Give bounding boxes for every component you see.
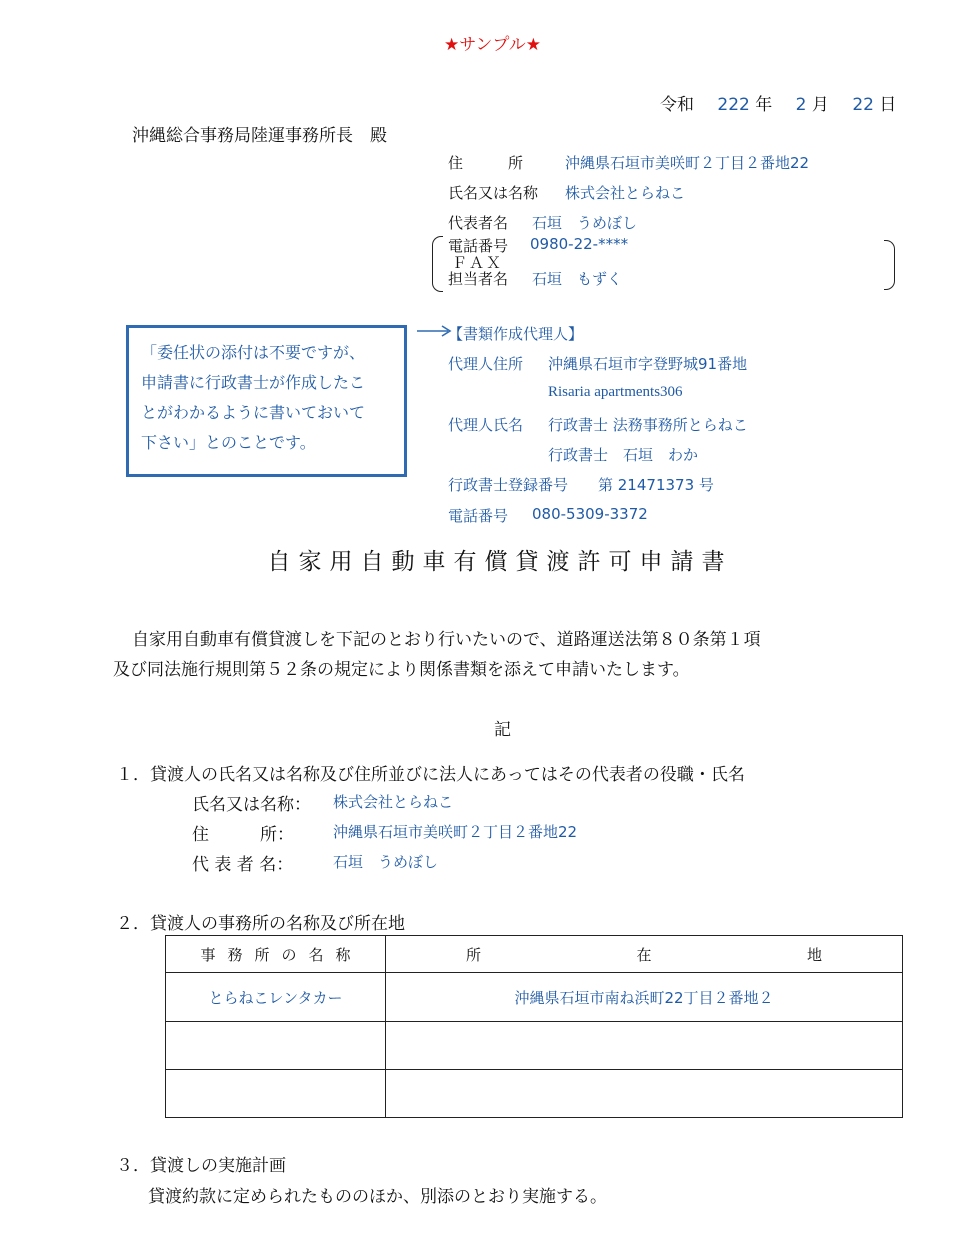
header-office-name: 事務所の名称 (166, 936, 386, 973)
section1-address: 沖縄県石垣市美咲町２丁目２番地22 (333, 823, 578, 841)
section1-address-label: 住 所： (192, 825, 294, 845)
bracket-left (432, 236, 443, 292)
date-day: 22 (852, 95, 874, 115)
table-row (166, 1070, 903, 1118)
section3-heading: ３．貸渡しの実施計画 (116, 1156, 286, 1176)
section3-text: 貸渡約款に定められたもののほか、別添のとおり実施する。 (148, 1187, 607, 1207)
agent-address-label: 代理人住所 (448, 355, 524, 373)
table-row (166, 973, 903, 1022)
agent-heading: 【書類作成代理人】 (448, 325, 584, 343)
date-year: 222 (717, 95, 750, 115)
section2-heading: ２．貸渡人の事務所の名称及び所在地 (116, 914, 405, 934)
office-location-cell: 沖縄県石垣市南ね浜町22丁目２番地２ (386, 973, 903, 1022)
office-name-cell (166, 1022, 386, 1070)
ki-heading: 記 (494, 720, 511, 740)
agent-reg-label: 行政書士登録番号 (448, 476, 569, 494)
agent-name-line2: 行政書士 石垣 わか (548, 446, 699, 464)
applicant-phone-label: 電話番号 (448, 237, 509, 255)
note-line: 申請書に行政書士が作成したこ (141, 373, 366, 392)
agent-reg: 第 21471373 号 (598, 476, 714, 494)
applicant-address-label: 住 所 (448, 154, 524, 172)
date-line (660, 90, 896, 115)
table-row (166, 1022, 903, 1070)
office-name-cell: とらねこレンタカー (166, 973, 386, 1022)
applicant-name: 株式会社とらねこ (565, 184, 686, 202)
applicant-contact: 石垣 もずく (532, 270, 623, 288)
header-location: 所 在 地 (386, 936, 903, 973)
date-year-unit: 年 (755, 95, 773, 115)
offices-table (165, 935, 903, 1118)
office-location-cell (386, 1070, 903, 1118)
agent-phone-label: 電話番号 (448, 507, 509, 525)
bracket-right (884, 240, 895, 290)
body-line-1: 自家用自動車有償貸渡しを下記のとおり行いたいので、道路運送法第８０条第１項 (132, 630, 761, 650)
agent-name-line1: 行政書士 法務事務所とらねこ (548, 416, 748, 434)
applicant-rep: 石垣 うめぼし (532, 214, 638, 232)
document-title: 自家用自動車有償貸渡許可申請書 (267, 549, 733, 575)
agent-name-label: 代理人氏名 (448, 416, 524, 434)
sample-label: ★サンプル★ (444, 35, 541, 55)
section1-heading: １．貸渡人の氏名又は名称及び住所並びに法人にあってはその代表者の役職・氏名 (116, 765, 745, 785)
applicant-address: 沖縄県石垣市美咲町２丁目２番地22 (565, 154, 810, 172)
office-location-cell (386, 1022, 903, 1070)
date-era: 令和 (660, 95, 694, 115)
date-month: 2 (795, 95, 807, 115)
agent-address-line1: 沖縄県石垣市字登野城91番地 (548, 355, 748, 373)
section1-rep: 石垣 うめぼし (333, 853, 439, 871)
date-day-unit: 日 (879, 95, 897, 115)
agent-phone: 080-5309-3372 (532, 505, 648, 523)
applicant-contact-label: 担当者名 (448, 270, 509, 288)
date-month-unit: 月 (811, 95, 829, 115)
agent-address-line2: Risaria apartments306 (548, 384, 683, 400)
table-header-row (166, 936, 903, 973)
note-box (126, 325, 407, 477)
section1-name-label: 氏名又は名称： (192, 795, 311, 815)
office-name-cell (166, 1070, 386, 1118)
addressee: 沖縄総合事務局陸運事務所長 殿 (132, 126, 387, 146)
note-line: 下さい」とのことです。 (141, 433, 316, 452)
note-line: とがわかるように書いておいて (141, 403, 366, 422)
applicant-fax-label: ＦＡＸ (452, 254, 504, 272)
body-line-2: 及び同法施行規則第５２条の規定により関係書類を添えて申請いたします。 (113, 660, 690, 680)
applicant-name-label: 氏名又は名称 (448, 184, 539, 202)
section1-name: 株式会社とらねこ (333, 793, 454, 811)
section1-rep-label: 代 表 者 名： (192, 855, 294, 875)
applicant-rep-label: 代表者名 (448, 214, 509, 232)
note-line: 「委任状の添付は不要ですが、 (141, 343, 366, 362)
applicant-phone: 0980-22-**** (530, 235, 629, 253)
